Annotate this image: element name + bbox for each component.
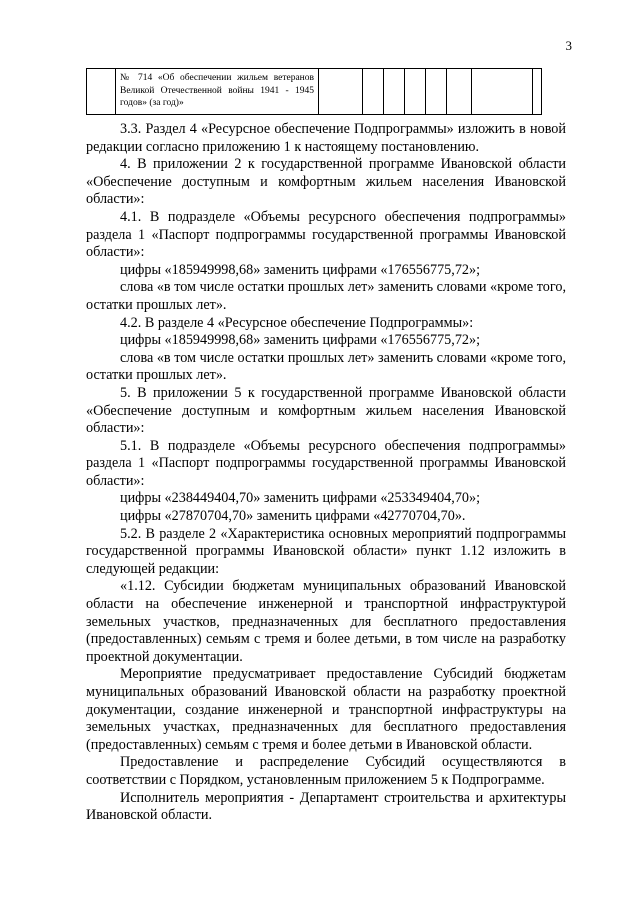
page-number: 3: [565, 38, 572, 53]
table-cell-empty: [319, 69, 363, 115]
paragraph-4-1-figures: цифры «185949998,68» заменить цифрами «176556775,72»;: [120, 261, 481, 278]
paragraph-4: 4. В приложении 2 к государственной программе Ивановской области «Обеспечение доступным и комфортным жильем населения Ивановской области»:: [86, 156, 566, 208]
table-cell-empty: [363, 69, 384, 115]
table-cell-empty: [405, 69, 426, 115]
paragraph-5-1-figures-b: цифры «27870704,70» заменить цифрами «42770704,70».: [120, 508, 466, 525]
paragraph-5-1-figures-a: цифры «238449404,70» заменить цифрами «253349404,70»;: [120, 490, 481, 507]
paragraph-5-1: 5.1. В подразделе «Объемы ресурсного обеспечения подпрограммы» раздела 1 «Паспорт подпрограммы государственной программы Ивановской области»:: [86, 437, 566, 489]
paragraph-measure: Мероприятие предусматривает предоставление Субсидий бюджетам муниципальных образований Ивановской области на разработку проектной документации, создание инженерной и транспортной инфраструктуры на земельных участках, предназначенных для бесплатного предоставления (предоставленных) семьям с тремя и более детьми в Ивановской области.: [86, 666, 566, 753]
paragraph-distribution: Предоставление и распределение Субсидий осуществляются в соответствии с Порядком, установленным приложением 5 к Подпрограмме.: [86, 754, 566, 788]
table-row: [87, 69, 542, 115]
table-cell-empty: [472, 69, 533, 115]
paragraph-5: 5. В приложении 5 к государственной программе Ивановской области «Обеспечение доступным и комфортным жильем населения Ивановской области»:: [86, 384, 566, 437]
document-body: [86, 121, 566, 825]
table-cell-empty: [426, 69, 447, 115]
paragraph-4-1-words: слова «в том числе остатки прошлых лет» заменить словами «кроме того, остатки прошлых лет».: [86, 279, 566, 313]
paragraph-executor: Исполнитель мероприятия - Департамент строительства и архитектуры Ивановской области.: [86, 789, 566, 824]
paragraph-3-3: 3.3. Раздел 4 «Ресурсное обеспечение Подпрограммы» изложить в новой редакции согласно приложению 1 к настоящему постановлению.: [86, 121, 566, 155]
table-fragment: [86, 68, 542, 115]
paragraph-1-12: «1.12. Субсидии бюджетам муниципальных образований Ивановской области на обеспечение инженерной и транспортной инфраструктурой земельных участков, предназначенных для бесплатного предоставления (предоставленных) семьям с тремя и более детьми, в том числе на разработку проектной документации.: [86, 578, 566, 665]
table-cell-description: № 714 «Об обеспечении жильем ветеранов Великой Отечественной войны 1941 - 1945 годов» (за год)»: [116, 69, 319, 115]
paragraph-5-2: 5.2. В разделе 2 «Характеристика основных мероприятий подпрограммы государственной программы Ивановской области» пункт 1.12 изложить в следующей редакции:: [86, 525, 566, 577]
paragraph-4-2-figures: цифры «185949998,68» заменить цифрами «176556775,72»;: [120, 332, 481, 349]
paragraph-4-2-words: слова «в том числе остатки прошлых лет» заменить словами «кроме того, остатки прошлых лет».: [86, 349, 566, 384]
table-cell-empty: [384, 69, 405, 115]
table-cell-empty: [447, 69, 472, 115]
paragraph-4-2: 4.2. В разделе 4 «Ресурсное обеспечение Подпрограммы»:: [120, 314, 474, 331]
table-cell-empty: [87, 69, 116, 115]
table-cell-empty: [533, 69, 542, 115]
paragraph-4-1: 4.1. В подразделе «Объемы ресурсного обеспечения подпрограммы» раздела 1 «Паспорт подпрограммы государственной программы Ивановской области»:: [86, 208, 566, 261]
